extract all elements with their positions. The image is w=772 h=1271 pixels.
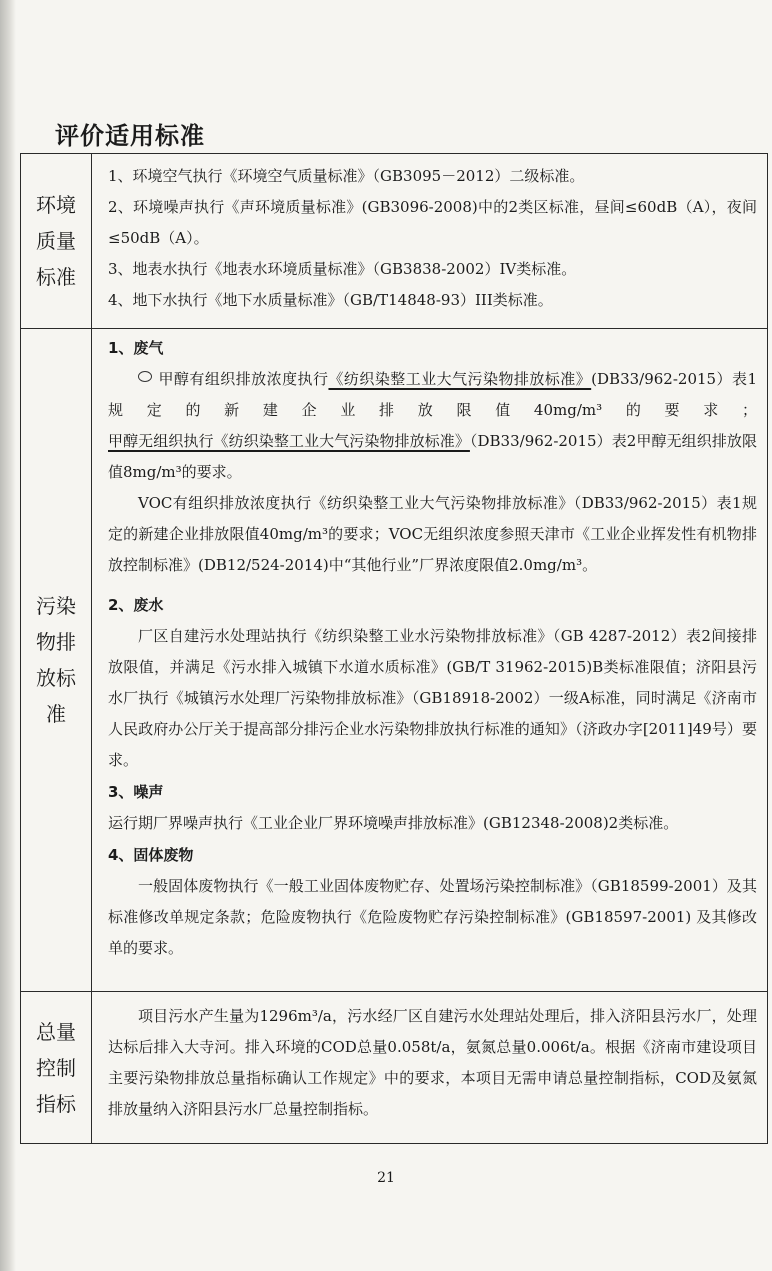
gas-paragraph-2: VOC有组织排放浓度执行《纺织染整工业大气污染物排放标准》（DB33/962-2015）表1规定的新建企业排放限值40mg/m³的要求；VOC无组织浓度参照天津市《工业企业挥发性有机物排放控制标准》(DB12/524-2014)中“其他行业”厂界浓度限值2.0mg/m³。	[108, 494, 757, 574]
header-line: 物排	[36, 630, 76, 654]
gas-p1-e: （DB33/962-2015）表2甲醇无组织排放限值8mg/m³的要求。	[108, 432, 757, 481]
row-header-env-quality	[21, 154, 92, 329]
header-line: 标准	[36, 265, 76, 289]
page-title: 评价适用标准	[55, 122, 205, 150]
total-control-paragraph: 项目污水产生量为1296m³/a，污水经厂区自建污水处理站处理后，排入济阳县污水厂，处理达标后排入大寺河。排入环境的COD总量0.058t/a，氨氮总量0.006t/a。根据《济南市建设项目主要污染物排放总量指标确认工作规定》中的要求，本项目无需申请总量控制指标，COD及氨氮排放量纳入济阳县污水厂总量控制指标。	[108, 1007, 757, 1118]
env-item-2: 2、环境噪声执行《声环境质量标准》(GB3096-2008)中的2类区标准，昼间≤60dB（A），夜间≤50dB（A）。	[108, 198, 757, 247]
page-binding-edge	[0, 0, 16, 1271]
gas-p1-a: 甲醇有组织排放浓度执行	[158, 370, 329, 388]
header-line: 控制	[36, 1055, 76, 1080]
env-quality-content	[92, 154, 768, 329]
header-line: 总量	[36, 1019, 76, 1044]
table-row-pollutant	[21, 329, 768, 992]
noise-section-title: 3、噪声	[108, 783, 164, 801]
page-number: 21	[377, 1170, 395, 1186]
gas-section-title: 1、废气	[108, 339, 164, 357]
header-line: 准	[46, 702, 66, 726]
env-item-3: 3、地表水执行《地表水环境质量标准》（GB3838-2002）IV类标准。	[108, 260, 577, 278]
noise-paragraph: 运行期厂界噪声执行《工业企业厂界环境噪声排放标准》(GB12348-2008)2类标准。	[108, 814, 679, 832]
water-section-title: 2、废水	[108, 596, 164, 614]
env-item-4: 4、地下水执行《地下水质量标准》（GB/T14848-93）III类标准。	[108, 291, 553, 309]
solid-section-title: 4、固体废物	[108, 846, 194, 864]
gas-p1-c: (DB33/962-2015）表1规定的新建企业排放限值40mg/m³的要求；	[108, 370, 757, 419]
hand-circle-mark	[138, 371, 152, 382]
header-line: 污染	[36, 594, 76, 618]
gas-p1-underlined-standard: 《纺织染整工业大气污染物排放标准》	[328, 370, 592, 388]
total-control-content	[92, 992, 768, 1144]
table-row-env-quality	[21, 154, 768, 329]
gas-p1-underlined-unorganized: 甲醇无组织执行《纺织染整工业大气污染物排放标准》	[108, 432, 470, 450]
row-header-pollutant	[21, 329, 92, 992]
header-line: 放标	[36, 666, 76, 690]
row-header-total-control	[21, 992, 92, 1144]
table-row-total-control	[21, 992, 768, 1144]
water-paragraph: 厂区自建污水处理站执行《纺织染整工业水污染物排放标准》（GB 4287-2012）表2间接排放限值，并满足《污水排入城镇下水道水质标准》(GB/T 31962-2015)B类标准限值；济阳县污水厂执行《城镇污水处理厂污染物排放标准》（GB18918-2002）一级A标准，同时满足《济南市人民政府办公厅关于提高部分排污企业水污染物排放执行标准的通知》（济政办字[2011]49号）要求。	[108, 627, 757, 769]
header-line: 指标	[36, 1091, 76, 1116]
header-line: 环境	[36, 193, 76, 217]
env-item-1: 1、环境空气执行《环境空气质量标准》（GB3095－2012）二级标准。	[108, 167, 585, 185]
header-line: 质量	[36, 229, 76, 253]
solid-paragraph: 一般固体废物执行《一般工业固体废物贮存、处置场污染控制标准》（GB18599-2001）及其标准修改单规定条款；危险废物执行《危险废物贮存污染控制标准》(GB18597-2001) 及其修改单的要求。	[108, 877, 757, 957]
standards-table	[20, 153, 768, 1144]
pollutant-content	[92, 329, 768, 992]
gas-paragraph-1	[108, 364, 757, 488]
